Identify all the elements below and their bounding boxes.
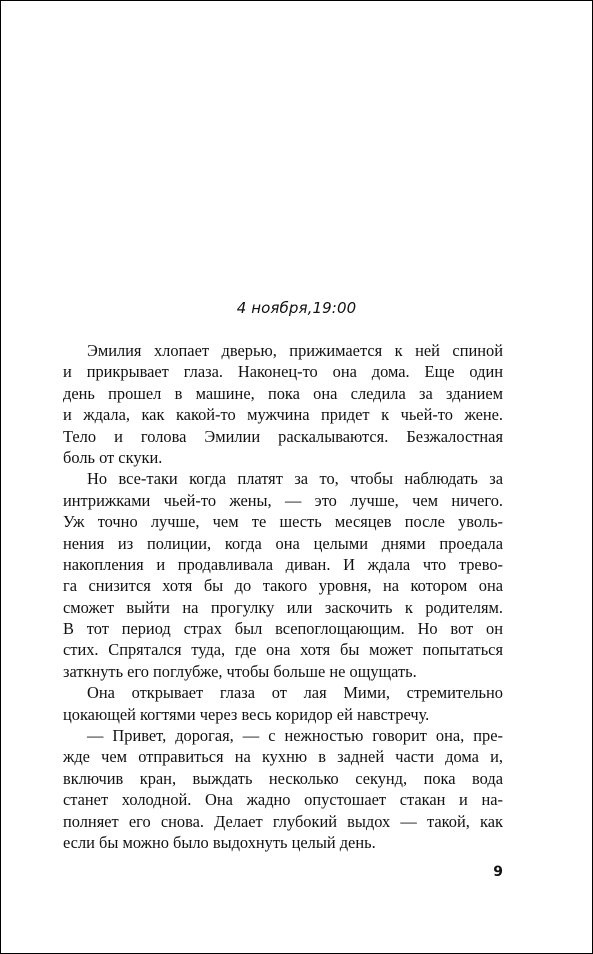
text-line: если бы можно было выдохнуть целый день. [63,832,376,852]
text-line: боль от скуки. [63,447,163,467]
text-line: Но все-таки когда платят за то, чтобы наблюдать за [87,469,503,489]
text-line: нения из полиции, когда она целыми днями проедала [63,533,503,553]
text-line: стих. Спрятался туда, где она хотя бы может попытаться [63,640,503,660]
text-line: и прикрывает глаза. Наконец-то она дома. Еще один [63,362,503,382]
text-line: жде чем отправиться на кухню в задней части дома и, [63,747,503,767]
text-line: заткнуть его поглубже, чтобы больше не ощущать. [63,661,417,681]
text-line: — Привет, дорогая, — с нежностью говорит она, пре- [87,726,503,746]
text-line: Эмилия хлопает дверью, прижимается к ней спиной [87,341,503,360]
text-line: цокающей когтями через весь коридор ей навстречу. [63,704,430,724]
text-line: накопления и продавливала диван. И ждала что трево- [63,554,503,574]
text-line: день прошел в машине, пока она следила за зданием [63,383,503,403]
text-line: и ждала, как какой-то мужчина придет к чьей-то жене. [63,405,503,425]
body-text [63,340,503,853]
text-line: полняет его снова. Делает глубокий выдох — такой, как [63,811,503,831]
text-line: станет холодной. Она жадно опустошает стакан и на- [63,790,503,810]
page-number: 9 [493,864,503,880]
text-line: В тот период страх был всепоглощающим. Но вот он [63,619,503,639]
text-line: га снизится хотя бы до такого уровня, на котором она [63,576,503,596]
text-line: интрижками чьей-то жены, — это лучше, чем ничего. [63,490,503,510]
text-line: Уж точно лучше, чем те шесть месяцев после уволь- [63,512,503,532]
text-line: Она открывает глаза от лая Мими, стремительно [87,683,503,703]
text-line: включив кран, выждать несколько секунд, пока вода [63,768,503,788]
text-line: сможет выйти на прогулку или заскочить к родителям. [63,597,503,617]
text-line: Тело и голова Эмилии раскалываются. Безжалостная [63,426,503,446]
chapter-heading: 4 ноября,19:00 [236,299,357,317]
